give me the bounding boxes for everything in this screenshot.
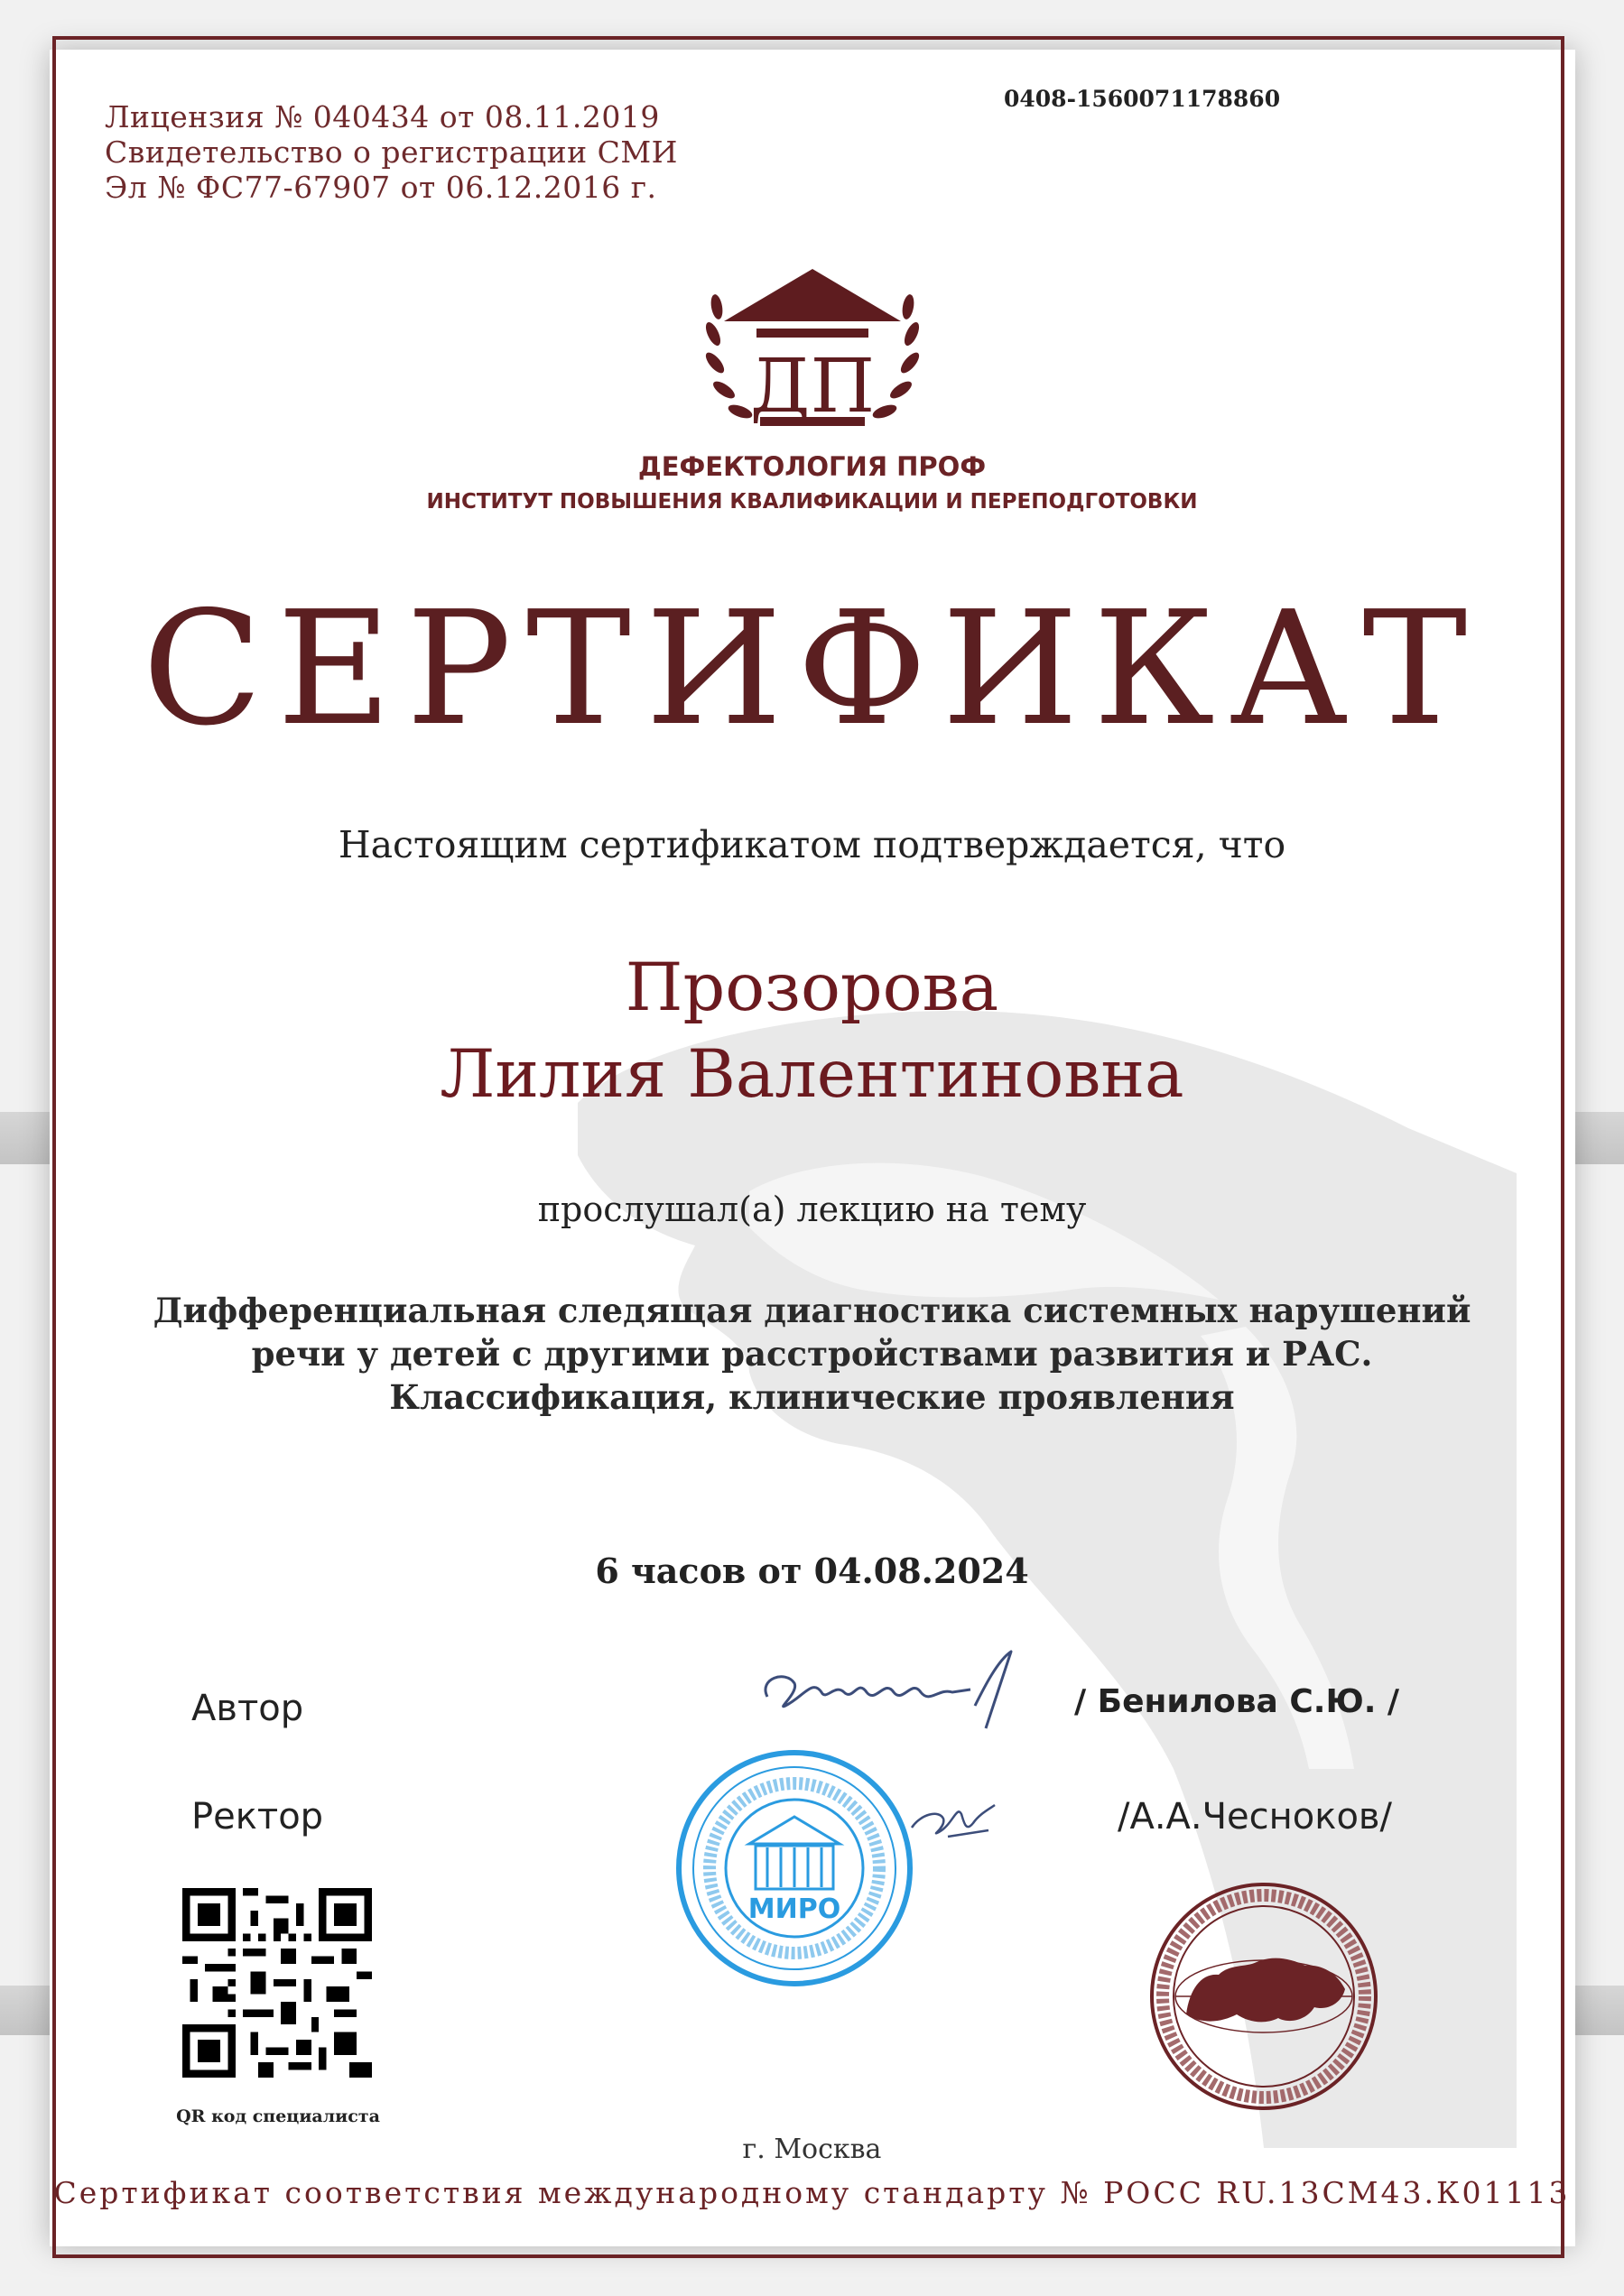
author-label: Автор bbox=[191, 1688, 304, 1729]
recipient-last-name: Прозорова bbox=[625, 949, 999, 1026]
license-line-2: Свидетельство о регистрации СМИ bbox=[105, 134, 678, 170]
license-line-1: Лицензия № 040434 от 08.11.2019 bbox=[105, 99, 660, 134]
rector-label: Ректор bbox=[191, 1796, 324, 1838]
specialist-qr-code bbox=[182, 1888, 372, 2078]
listened-text: прослушал(а) лекцию на тему bbox=[537, 1190, 1087, 1229]
author-signature bbox=[749, 1643, 1047, 1742]
seal-center-text: МИРО bbox=[747, 1893, 841, 1925]
recipient-first-middle-name: Лилия Валентиновна bbox=[440, 1036, 1184, 1113]
institute-seal-stamp bbox=[673, 1746, 916, 1990]
license-info bbox=[105, 99, 678, 205]
logo-monogram: ДП bbox=[749, 344, 876, 430]
topic-line-3: Классификация, клинические проявления bbox=[389, 1377, 1235, 1417]
rector-signature bbox=[903, 1787, 1002, 1850]
certificate-title: СЕРТИФИКАТ bbox=[142, 578, 1482, 761]
confirm-text: Настоящим сертификатом подтверждается, что bbox=[338, 823, 1286, 866]
license-line-3: Эл № ФС77-67907 от 06.12.2016 г. bbox=[105, 170, 657, 205]
institute-logo-icon bbox=[704, 262, 921, 433]
topic-line-1: Дифференциальная следящая диагностика системных нарушений bbox=[153, 1291, 1471, 1330]
conformity-certificate-footer: Сертификат соответствия международному стандарту № РОСС RU.13СМ43.К01113 bbox=[53, 2175, 1571, 2210]
city: г. Москва bbox=[742, 2134, 882, 2165]
organization-name: ДЕФЕКТОЛОГИЯ ПРОФ bbox=[637, 451, 987, 482]
qr-caption: QR код специалиста bbox=[176, 2106, 380, 2126]
organization-subtitle: ИНСТИТУТ ПОВЫШЕНИЯ КВАЛИФИКАЦИИ И ПЕРЕПОДГОТОВКИ bbox=[426, 490, 1198, 514]
lecture-topic bbox=[0, 1289, 1624, 1419]
topic-line-2: речи у детей с другими расстройствами развития и РАС. bbox=[251, 1334, 1373, 1374]
author-name: / Бенилова С.Ю. / bbox=[1074, 1683, 1400, 1720]
document-number: 0408-1560071178860 bbox=[1004, 86, 1281, 112]
certification-center-seal bbox=[1146, 1879, 1381, 2114]
rector-name: /А.А.Чесноков/ bbox=[1118, 1796, 1392, 1838]
hours-and-date: 6 часов от 04.08.2024 bbox=[595, 1551, 1029, 1591]
